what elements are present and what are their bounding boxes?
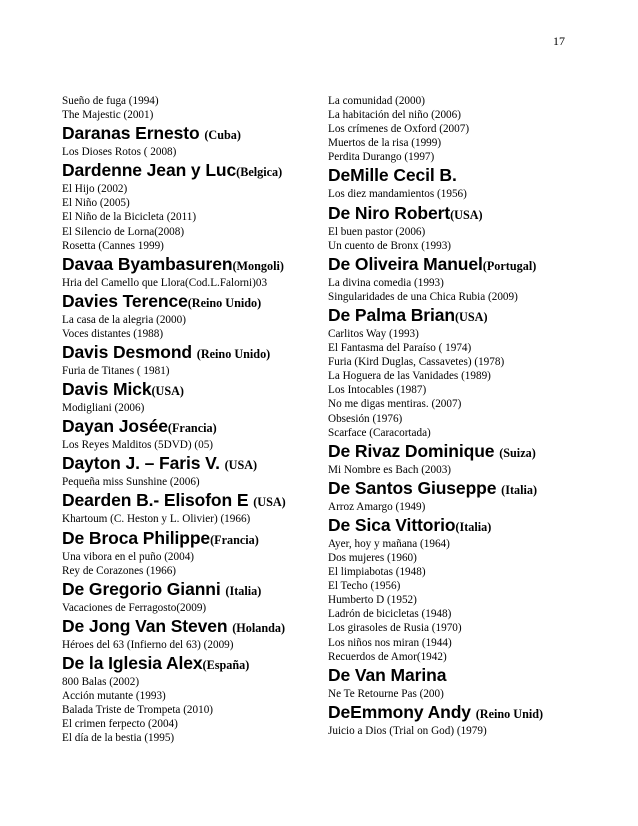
director-heading	[62, 616, 314, 638]
director-heading	[62, 254, 314, 276]
director-heading	[62, 379, 314, 401]
director-country: (Reino Unid)	[475, 706, 544, 721]
film-entry: Furia (Kird Duglas, Cassavetes) (1978)	[328, 356, 505, 369]
director-country: (Reino Unido)	[187, 295, 262, 310]
director-name: De Gregorio Gianni	[62, 578, 226, 599]
director-name: De Rivaz Dominique	[328, 440, 500, 461]
film-entry: El Niño de la Bicicleta (2011)	[62, 211, 197, 224]
page-number: 17	[553, 34, 565, 48]
director-name: De Broca Philippe	[62, 527, 211, 548]
right-column	[328, 94, 588, 738]
film-entry: Los diez mandamientos (1956)	[328, 188, 467, 201]
film-entry: Juicio a Dios (Trial on God) (1979)	[328, 724, 487, 737]
director-country: (Italia)	[455, 519, 492, 534]
director-heading	[62, 416, 314, 438]
film-entry: Rey de Corazones (1966)	[62, 564, 177, 577]
director-heading	[328, 665, 588, 687]
director-heading	[328, 478, 588, 500]
director-heading	[62, 453, 314, 475]
film-entry: Los Intocables (1987)	[328, 384, 427, 397]
film-entry: Ayer, hoy y mañana (1964)	[328, 537, 450, 550]
film-entry: Héroes del 63 (Infierno del 63) (2009)	[62, 638, 234, 651]
director-name: De la Iglesia Alex	[62, 652, 203, 673]
film-entry: Pequeña miss Sunshine (2006)	[62, 476, 200, 489]
film-entry: Obsesión (1976)	[328, 412, 403, 425]
director-heading	[62, 342, 314, 364]
film-entry: 800 Balas (2002)	[62, 675, 140, 688]
director-name: Davis Mick	[62, 379, 152, 400]
director-heading	[62, 579, 314, 601]
director-country: (Francia)	[167, 421, 217, 436]
film-entry: La Hoguera de las Vanidades (1989)	[328, 370, 491, 383]
director-heading	[62, 123, 314, 145]
director-name: De Santos Giuseppe	[328, 477, 502, 498]
director-name: De Jong Van Steven	[62, 615, 233, 636]
director-name: Dayan Josée	[62, 416, 168, 437]
film-entry: Los Reyes Malditos (5DVD) (05)	[62, 439, 214, 452]
film-entry: Furia de Titanes ( 1981)	[62, 365, 170, 378]
director-country: (USA)	[455, 309, 488, 324]
film-entry: Los crímenes de Oxford (2007)	[328, 123, 470, 136]
director-heading	[62, 291, 314, 313]
director-country: (Belgica)	[236, 165, 283, 180]
film-entry: La habitación del niño (2006)	[328, 109, 461, 122]
director-country: (Portugal)	[482, 258, 537, 273]
director-country: (Italia)	[501, 482, 538, 497]
director-name: De Palma Brian	[328, 304, 455, 325]
film-entry: El Silencio de Lorna(2008)	[62, 225, 185, 238]
director-country: (USA)	[224, 458, 258, 473]
director-heading	[328, 702, 588, 724]
director-heading	[62, 490, 314, 512]
film-entry: Scarface (Caracortada)	[328, 426, 431, 439]
director-name: Daranas Ernesto	[62, 123, 205, 144]
film-entry: El crimen ferpecto (2004)	[62, 718, 178, 731]
director-country: (Mongoli)	[232, 258, 284, 273]
film-entry: The Majestic (2001)	[62, 109, 154, 122]
director-heading	[62, 528, 314, 550]
director-name: De Oliveira Manuel	[328, 253, 483, 274]
film-entry: Voces distantes (1988)	[62, 327, 164, 340]
film-entry: Vacaciones de Ferragosto(2009)	[62, 601, 207, 614]
director-name: DeMille Cecil B.	[328, 165, 457, 186]
director-heading	[62, 160, 314, 182]
film-entry: Los Dioses Rotos ( 2008)	[62, 146, 177, 159]
director-country: (Francia)	[210, 532, 259, 547]
film-entry: La casa de la alegria (2000)	[62, 313, 186, 326]
director-country: (Italia)	[225, 583, 262, 598]
director-name: De Sica Vittorio	[328, 514, 456, 535]
director-heading	[328, 203, 588, 225]
film-entry: El limpiabotas (1948)	[328, 566, 426, 579]
director-name: Dardenne Jean y Luc	[62, 160, 237, 181]
film-entry: Ne Te Retourne Pas (200)	[328, 687, 444, 700]
film-entry: La divina comedia (1993)	[328, 276, 444, 289]
film-entry: El Fantasma del Paraíso ( 1974)	[328, 342, 472, 355]
film-entry: Ladrón de bicicletas (1948)	[328, 608, 452, 621]
film-entry: Sueño de fuga (1994)	[62, 95, 159, 107]
director-country: (España)	[202, 657, 250, 672]
film-entry: Dos mujeres (1960)	[328, 551, 417, 564]
film-entry: Los niños nos miran (1944)	[328, 636, 452, 649]
film-entry: El Techo (1956)	[328, 580, 401, 593]
director-heading	[328, 254, 588, 276]
director-country: (Cuba)	[204, 128, 241, 143]
film-entry: El buen pastor (2006)	[328, 225, 426, 238]
director-name: Dayton J. – Faris V.	[62, 453, 225, 474]
left-column	[62, 94, 314, 745]
director-name: Davis Desmond	[62, 342, 197, 363]
director-heading	[328, 515, 588, 537]
director-heading	[328, 441, 588, 463]
film-entry: El día de la bestia (1995)	[62, 732, 175, 745]
film-entry: Humberto D (1952)	[328, 594, 417, 607]
film-entry: Balada Triste de Trompeta (2010)	[62, 704, 214, 717]
director-name: Davaa Byambasuren	[62, 253, 233, 274]
director-name: De Niro Robert	[328, 202, 451, 223]
film-entry: Recuerdos de Amor(1942)	[328, 650, 447, 663]
director-name: De Van Marina	[328, 664, 447, 685]
film-entry: Muertos de la risa (1999)	[328, 137, 442, 150]
director-country: (Reino Unido)	[196, 347, 271, 362]
director-name: DeEmmony Andy	[328, 701, 476, 722]
film-entry: Los girasoles de Rusia (1970)	[328, 622, 462, 635]
film-entry: No me digas mentiras. (2007)	[328, 398, 462, 411]
director-country: (USA)	[450, 207, 483, 222]
film-entry: Khartoum (C. Heston y L. Olivier) (1966)	[62, 513, 251, 526]
film-entry: Una vibora en el puño (2004)	[62, 550, 195, 563]
film-entry: El Hijo (2002)	[62, 183, 128, 196]
film-entry: Un cuento de Bronx (1993)	[328, 239, 452, 252]
film-entry: Acción mutante (1993)	[62, 689, 166, 702]
director-heading	[328, 305, 588, 327]
director-name: Dearden B.- Elisofon E	[62, 490, 254, 511]
film-entry: El Niño (2005)	[62, 197, 130, 210]
film-entry: La comunidad (2000)	[328, 95, 425, 107]
film-entry: Modigliani (2006)	[62, 402, 145, 415]
film-entry: Perdita Durango (1997)	[328, 151, 435, 164]
director-country: (Suiza)	[499, 445, 536, 460]
film-entry: Rosetta (Cannes 1999)	[62, 239, 164, 252]
director-heading	[62, 653, 314, 675]
director-heading	[328, 165, 588, 187]
film-entry: Carlitos Way (1993)	[328, 327, 419, 340]
director-country: (USA)	[151, 384, 184, 399]
film-entry: Hria del Camello que Llora(Cod.L.Falorni)03	[62, 276, 268, 289]
film-entry: Singularidades de una Chica Rubia (2009)	[328, 290, 518, 303]
director-country: (USA)	[253, 495, 286, 510]
film-entry: Arroz Amargo (1949)	[328, 500, 426, 513]
director-country: (Holanda)	[232, 620, 286, 635]
film-entry: Mi Nombre es Bach (2003)	[328, 463, 452, 476]
director-name: Davies Terence	[62, 290, 188, 311]
